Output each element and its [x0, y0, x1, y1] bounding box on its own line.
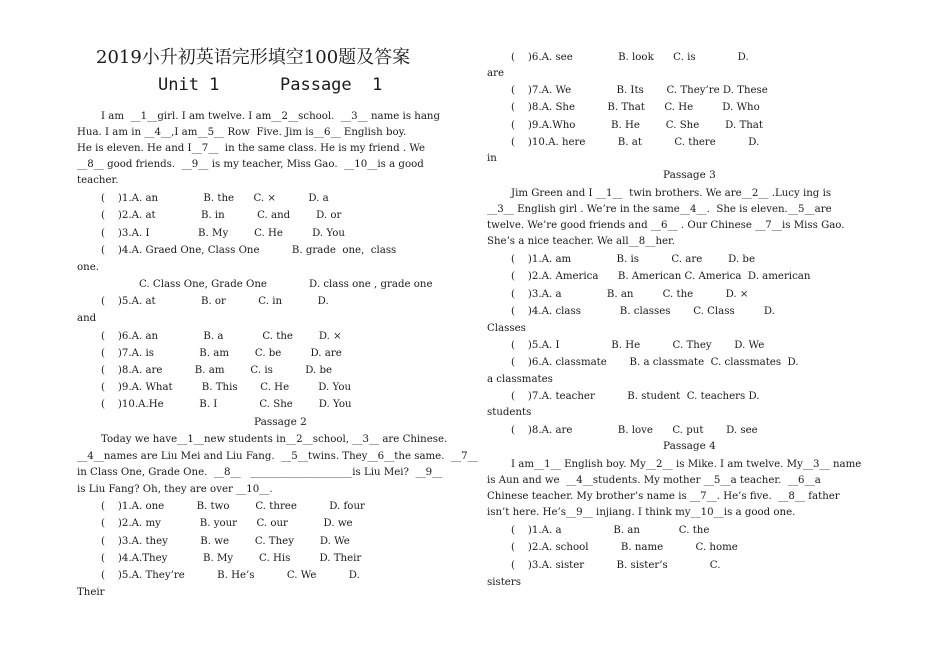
left-line: C. Class One, Grade One D. class one , grade one	[139, 279, 433, 290]
right-line: ( )3.A. a B. an C. the D. ×	[511, 289, 749, 300]
left-line: ( )1.A. one B. two C. three D. four	[101, 501, 365, 512]
right-line: Chinese teacher. My brother’s name is __7__. He’s five. __8__ father	[487, 491, 840, 502]
right-line: ( )5.A. I B. He C. They D. We	[511, 340, 765, 351]
right-line: sisters	[487, 577, 521, 588]
left-line: teacher.	[77, 175, 119, 186]
left-line: Today we have__1__new students in__2__school, __3__ are Chinese.	[101, 434, 448, 445]
left-line: I am __1__girl. I am twelve. I am__2__school. __3__ name is hang	[101, 111, 440, 122]
right-line: ( )8.A. She B. That C. He D. Who	[511, 102, 760, 113]
right-line: isn’t here. He’s__9__ injiang. I think my__10__is a good one.	[487, 507, 796, 518]
right-line: __3__ English girl . We’re in the same__4__. She is eleven.__5__are	[487, 204, 832, 215]
right-line: ( )7.A. teacher B. student C. teachers D.	[511, 391, 760, 402]
left-line: and	[77, 313, 97, 324]
right-line: ( )6.A. see B. look C. is D.	[511, 52, 749, 63]
right-line: a classmates	[487, 374, 553, 385]
right-line: students	[487, 407, 532, 418]
left-line: He is eleven. He and I__7__ in the same class. He is my friend . We	[77, 143, 426, 154]
right-line: is Aun and we __4__students. My mother __5__a teacher. __6__a	[487, 475, 821, 486]
left-line: ( )4.A.They B. My C. His D. Their	[101, 553, 362, 564]
left-line: Their	[77, 587, 105, 598]
passage2-heading: Passage 2	[254, 416, 307, 428]
passage1-heading: Passage 1	[280, 75, 383, 95]
right-line: ( )2.A. school B. name C. home	[511, 542, 738, 553]
left-line: one.	[77, 262, 99, 273]
page-title: 2019小升初英语完形填空100题及答案	[96, 47, 411, 68]
passage3-heading: Passage 3	[663, 169, 716, 181]
right-line: She’s a nice teacher. We all__8__her.	[487, 236, 676, 247]
passage4-heading: Passage 4	[663, 440, 716, 452]
unit-heading: Unit 1	[158, 75, 220, 95]
right-line: ( )7.A. We B. Its C. They’re D. These	[511, 85, 768, 96]
right-line: Classes	[487, 323, 526, 334]
right-line: Jim Green and I __1__ twin brothers. We are__2__ .Lucy ing is	[511, 188, 832, 199]
left-line: ( )7.A. is B. am C. be D. are	[101, 348, 342, 359]
right-line: ( )1.A. a B. an C. the	[511, 525, 710, 536]
right-line: ( )1.A. am B. is C. are D. be	[511, 254, 755, 265]
right-line: I am__1__ English boy. My__2__ is Mike. I am twelve. My__3__ name	[511, 459, 862, 470]
left-line: ( )2.A. at B. in C. and D. or	[101, 210, 342, 221]
left-line: ( )4.A. Graed One, Class One B. grade one, class	[101, 245, 397, 256]
left-line: ( )5.A. They’re B. He’s C. We D.	[101, 570, 360, 581]
left-line: __8__ good friends. __9__ is my teacher, Miss Gao. __10__is a good	[77, 159, 424, 170]
left-line: ( )8.A. are B. am C. is D. be	[101, 365, 333, 376]
left-line: ( )10.A.He B. I C. She D. You	[101, 399, 352, 410]
right-line: ( )4.A. class B. classes C. Class D.	[511, 306, 775, 317]
left-line: ( )3.A. they B. we C. They D. We	[101, 536, 350, 547]
left-line: ( )1.A. an B. the C. × D. a	[101, 193, 329, 204]
right-line: in	[487, 153, 497, 164]
right-line: are	[487, 68, 504, 79]
left-line: ( )9.A. What B. This C. He D. You	[101, 382, 352, 393]
right-line: ( )6.A. classmate B. a classmate C. classmates D.	[511, 357, 799, 368]
left-line: in Class One, Grade One. __8__ ____________________is Liu Mei? __9__	[77, 467, 443, 478]
left-line: __4__names are Liu Mei and Liu Fang. __5__twins. They__6__the same. __7__	[77, 451, 478, 462]
right-line: ( )9.A.Who B. He C. She D. That	[511, 120, 763, 131]
right-line: ( )2.A. America B. American C. America D. american	[511, 271, 811, 282]
right-line: ( )3.A. sister B. sister’s C.	[511, 560, 721, 571]
left-line: ( )6.A. an B. a C. the D. ×	[101, 331, 342, 342]
left-line: ( )5.A. at B. or C. in D.	[101, 296, 329, 307]
left-line: ( )3.A. I B. My C. He D. You	[101, 228, 345, 239]
left-line: Hua. I am in __4__,I am__5__ Row Five. Jim is__6__ English boy.	[77, 127, 407, 138]
right-line: twelve. We’re good friends and __6__ . Our Chinese __7__is Miss Gao.	[487, 220, 845, 231]
left-line: is Liu Fang? Oh, they are over __10__.	[77, 484, 273, 495]
right-line: ( )10.A. here B. at C. there D.	[511, 137, 760, 148]
left-line: ( )2.A. my B. your C. our D. we	[101, 518, 353, 529]
right-line: ( )8.A. are B. love C. put D. see	[511, 425, 758, 436]
